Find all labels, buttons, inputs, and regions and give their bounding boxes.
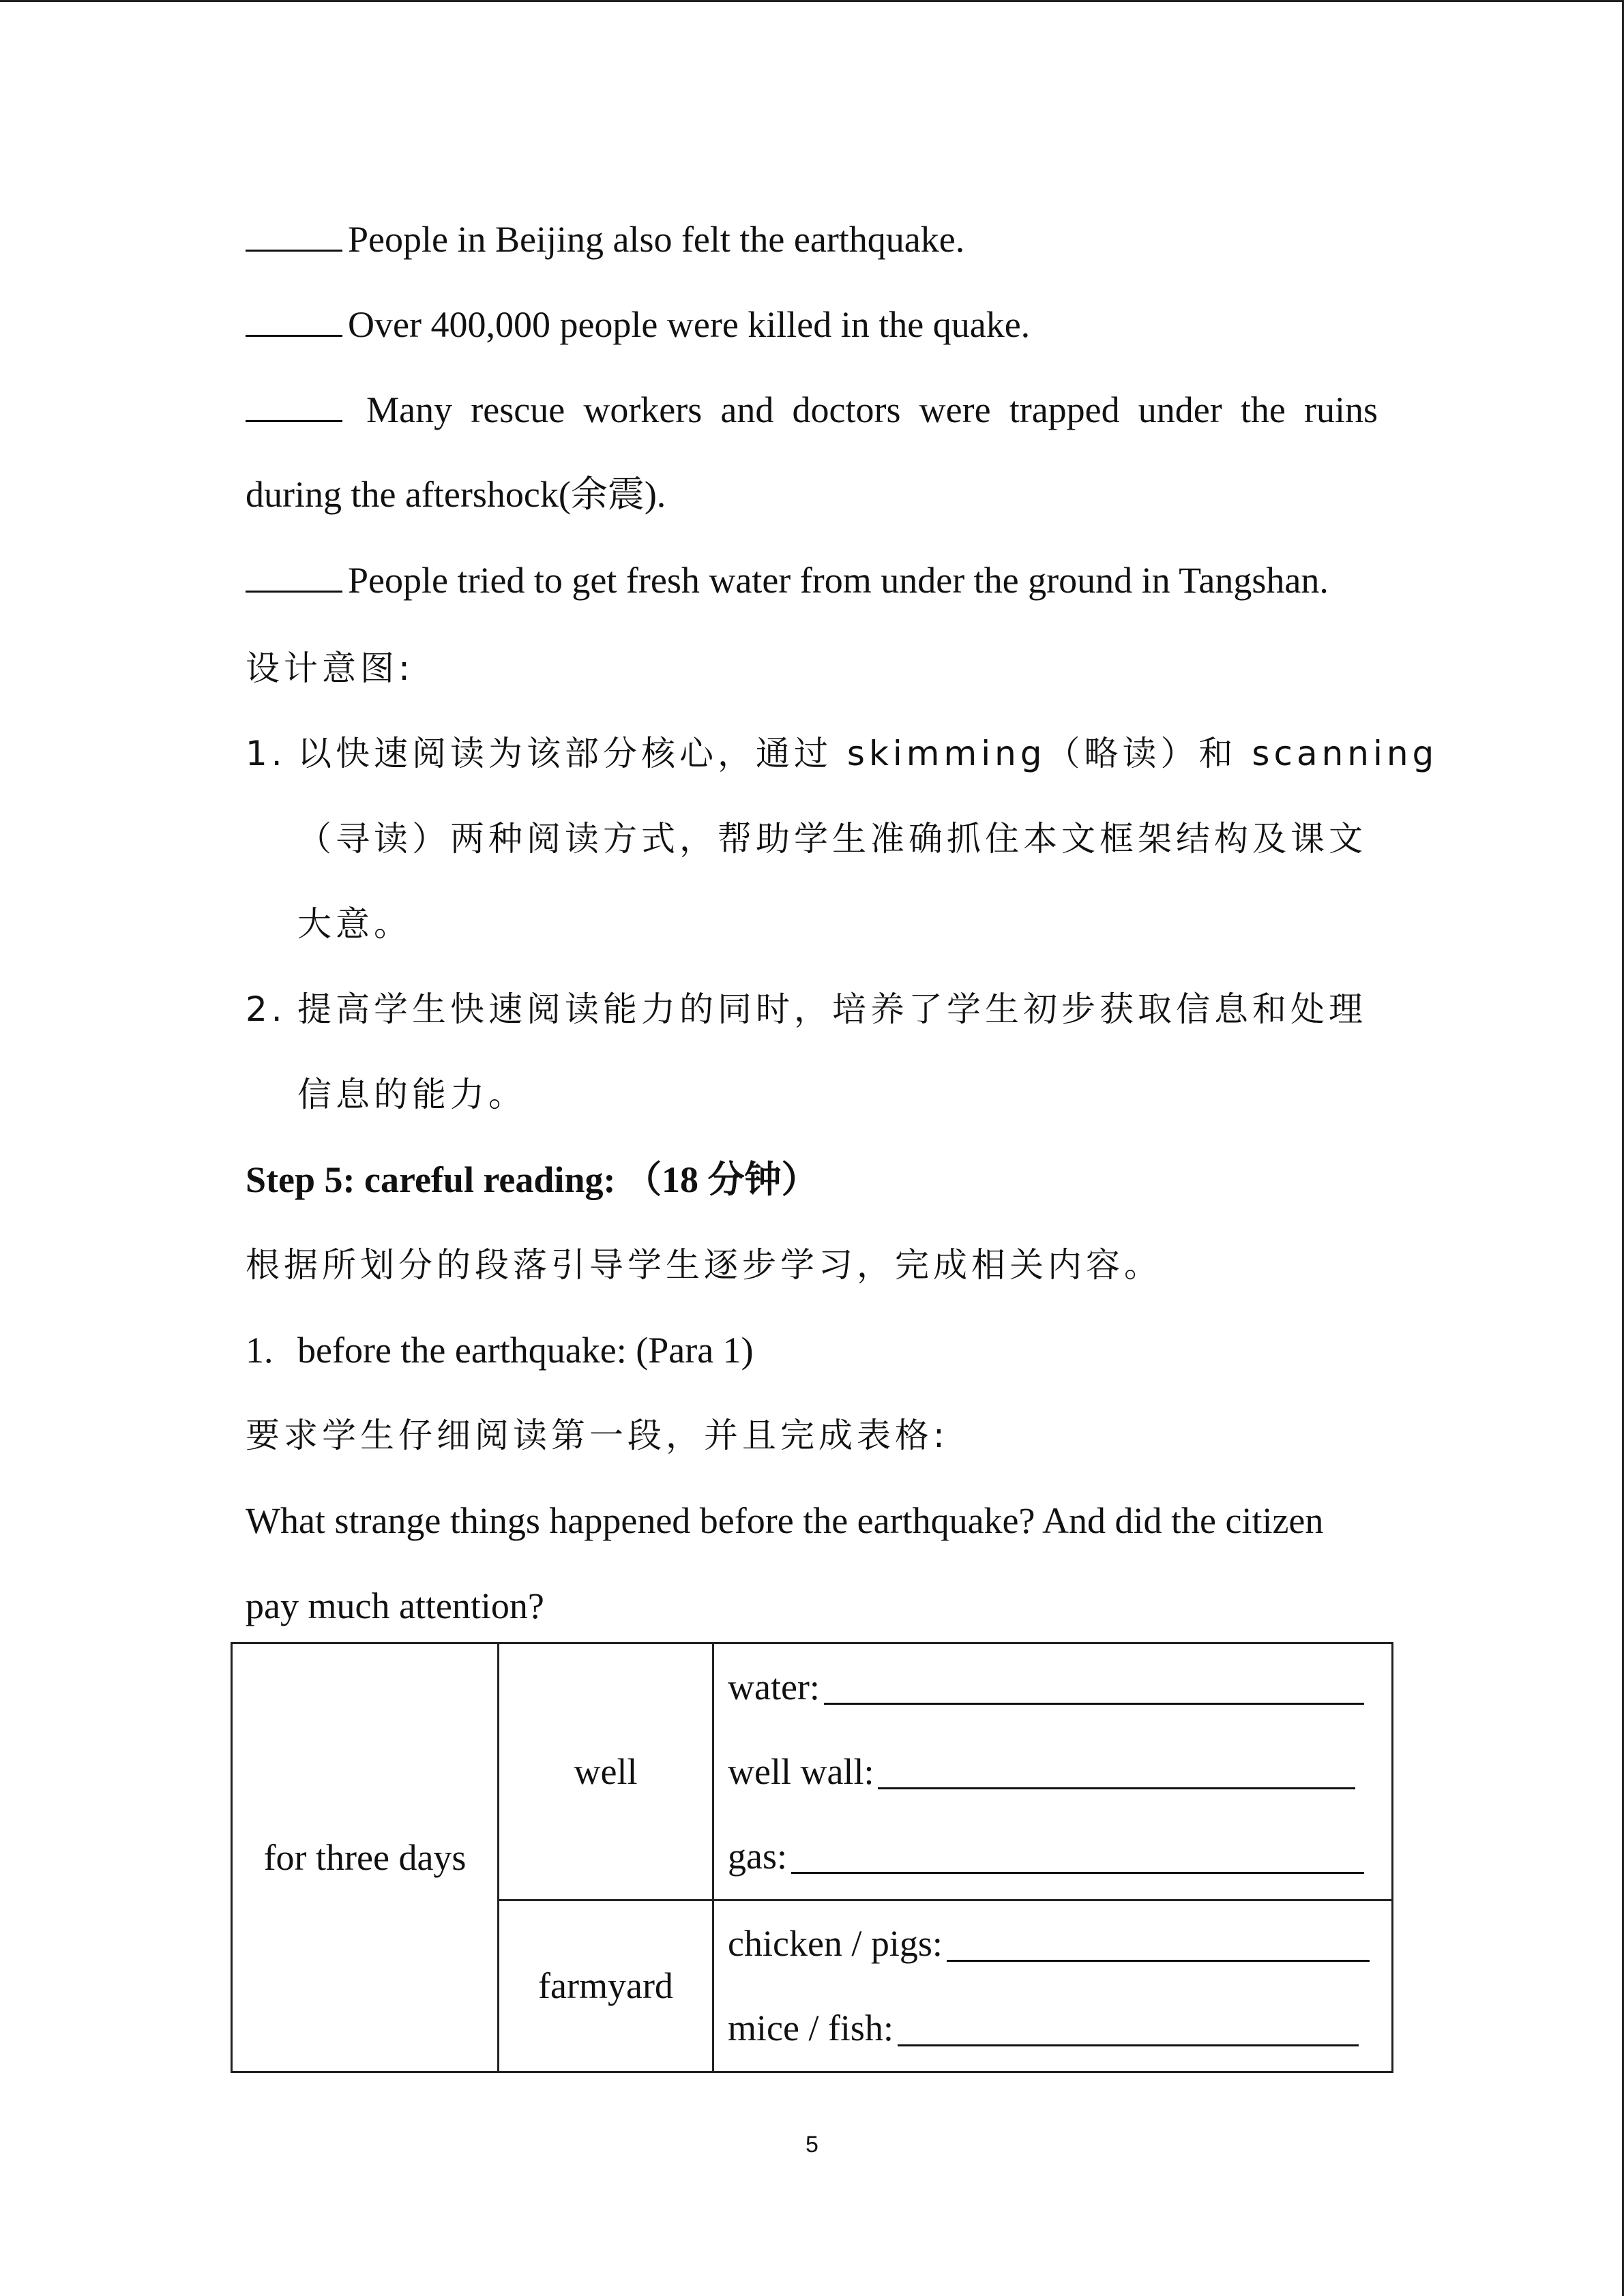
statement-3: Many rescue workers and doctors were trapped under the ruins: [246, 387, 1378, 432]
statement-4: People tried to get fresh water from under the ground in Tangshan.: [246, 558, 1329, 602]
question-line2: pay much attention?: [246, 1585, 544, 1626]
answer-line[interactable]: [824, 1669, 1364, 1705]
design-item-1: 1. 以快速阅读为该部分核心，通过 skimming（略读）和 scanning: [246, 734, 1438, 773]
fill-row-well-wall: well wall:: [728, 1729, 1391, 1814]
answer-blank[interactable]: [246, 302, 342, 337]
farmyard-rows-cell: [713, 1900, 1393, 2072]
page-number: 5: [806, 2132, 818, 2158]
design-item-2-line2: 信息的能力。: [297, 1075, 527, 1114]
group-farmyard-cell: farmyard: [499, 1900, 713, 2072]
design-item-2: 2. 提高学生快速阅读能力的同时，培养了学生初步获取信息和处理: [246, 989, 1367, 1029]
group-well-cell: well: [499, 1643, 713, 1900]
page-top-border: [0, 0, 1624, 2]
question-line1: What strange things happened before the earthquake? And did the citizen: [246, 1500, 1324, 1541]
fill-row-mice-fish: mice / fish:: [728, 1986, 1391, 2070]
answer-blank[interactable]: [246, 217, 342, 252]
design-heading: 设计意图:: [246, 648, 414, 688]
answer-line[interactable]: [878, 1753, 1355, 1789]
para1-task: 要求学生仔细阅读第一段，并且完成表格:: [246, 1416, 949, 1455]
statement-1: People in Beijing also felt the earthquake.: [246, 217, 964, 261]
answer-line[interactable]: [898, 2010, 1359, 2046]
strange-things-table: [231, 1642, 1393, 2073]
period-cell: for three days: [232, 1643, 499, 2072]
statement-3-cont: during the aftershock(余震).: [246, 474, 666, 515]
answer-blank[interactable]: [246, 558, 342, 593]
step5-heading: Step 5: careful reading: （18 分钟）: [246, 1159, 818, 1200]
design-item-1-line3: 大意。: [297, 904, 412, 944]
answer-line[interactable]: [791, 1838, 1364, 1874]
answer-blank[interactable]: [246, 387, 342, 422]
para1-heading: 1. before the earthquake: (Para 1): [246, 1330, 754, 1371]
fill-row-chicken-pigs: chicken / pigs:: [728, 1901, 1391, 1986]
fill-row-water: water:: [728, 1645, 1391, 1729]
step5-intro: 根据所划分的段落引导学生逐步学习，完成相关内容。: [246, 1245, 1162, 1285]
answer-line[interactable]: [947, 1926, 1370, 1962]
well-rows-cell: [713, 1643, 1393, 1900]
fill-row-gas: gas:: [728, 1814, 1391, 1898]
statement-2: Over 400,000 people were killed in the quake.: [246, 302, 1030, 346]
design-item-1-line2: （寻读）两种阅读方式，帮助学生准确抓住本文框架结构及课文: [297, 819, 1367, 859]
